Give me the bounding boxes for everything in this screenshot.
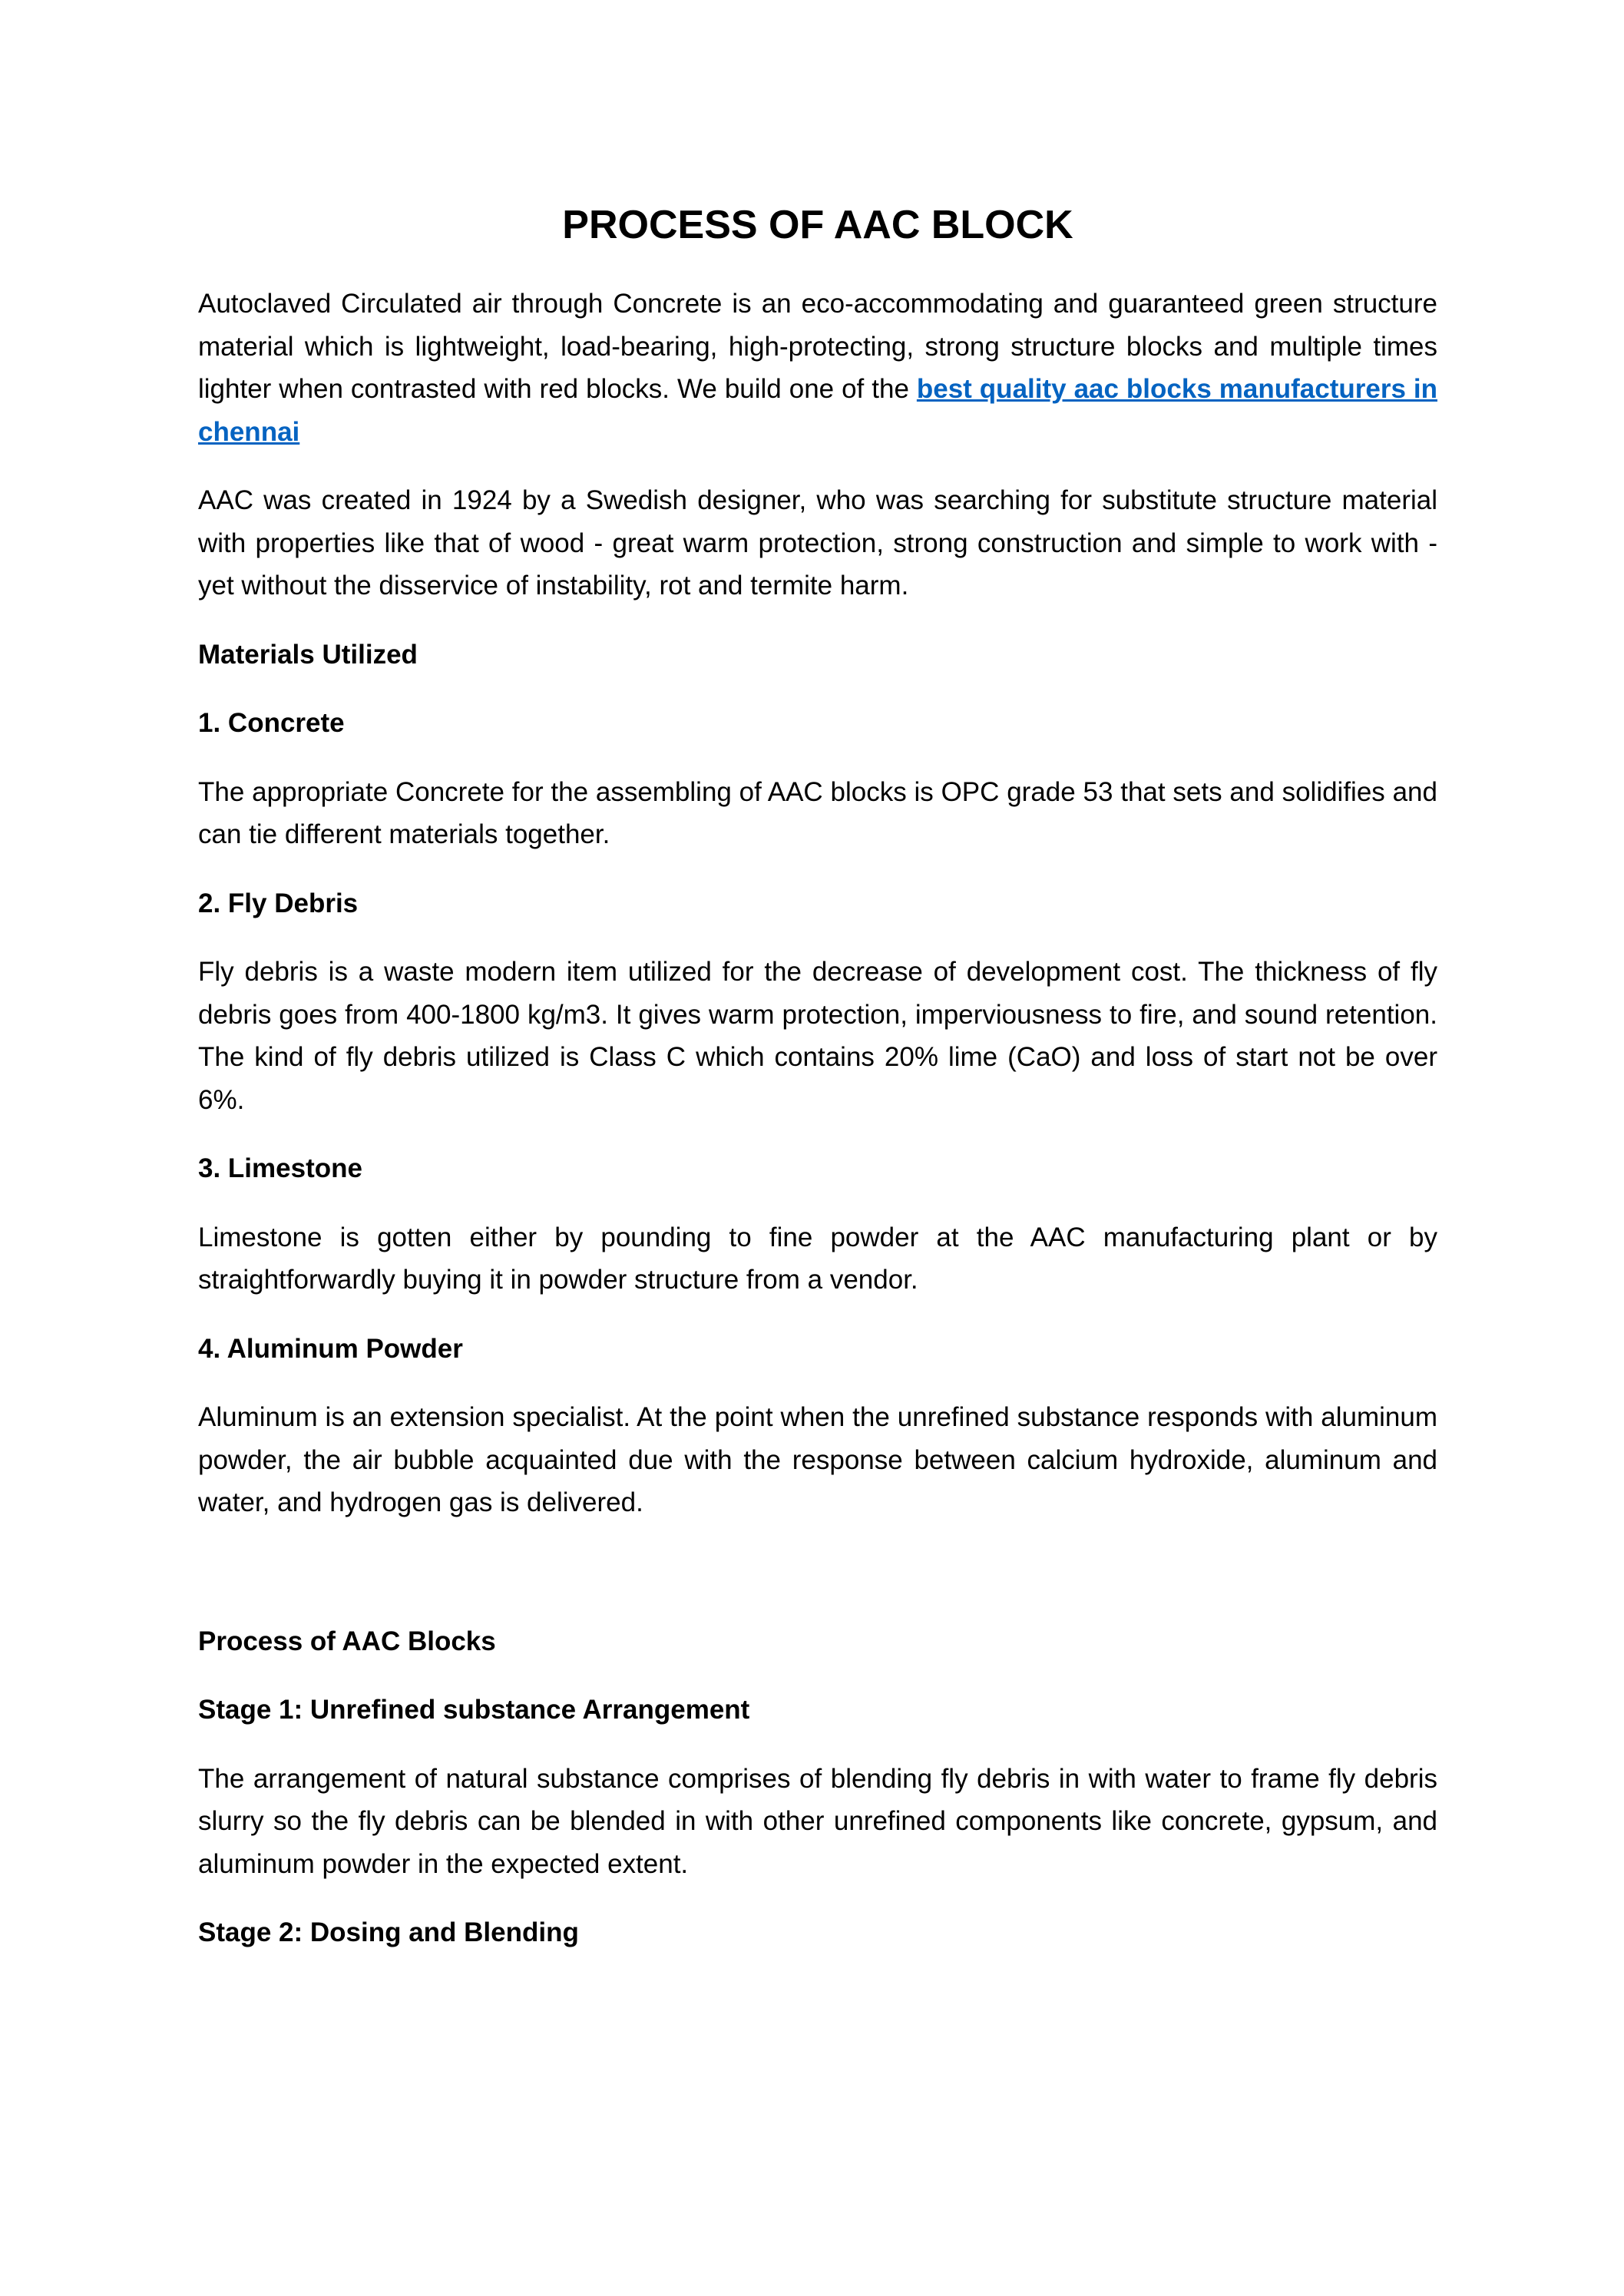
stage-heading-2: Stage 2: Dosing and Blending <box>198 1917 579 1948</box>
material-heading-aluminum-powder: 4. Aluminum Powder <box>198 1333 463 1364</box>
stage-heading-1: Stage 1: Unrefined substance Arrangement <box>198 1695 750 1725</box>
intro-paragraph <box>198 283 1437 453</box>
section-spacer <box>198 1550 1437 1620</box>
material-heading-concrete: 1. Concrete <box>198 708 345 739</box>
materials-heading: Materials Utilized <box>198 639 418 670</box>
material-heading-fly-debris: 2. Fly Debris <box>198 888 359 918</box>
stage-text-1: The arrangement of natural substance comprises of blending fly debris in with water to frame fly debris slurry so the fly debris can be blended in with other unrefined components like concrete, gypsum, and aluminum powder in the expected extent. <box>198 1763 1437 1879</box>
material-heading-limestone: 3. Limestone <box>198 1153 362 1184</box>
document-title: PROCESS OF AAC BLOCK <box>562 203 1073 247</box>
material-text-concrete: The appropriate Concrete for the assembling of AAC blocks is OPC grade 53 that sets and solidifies and can tie different materials together. <box>198 776 1437 850</box>
material-text-aluminum-powder: Aluminum is an extension specialist. At the point when the unrefined substance responds with aluminum powder, the air bubble acquainted due with the response between calcium hydroxide, aluminum and water, and hydrogen gas is delivered. <box>198 1402 1437 1518</box>
manufacturer-link[interactable]: best quality aac blocks manufacturers in chennai <box>198 374 1437 447</box>
material-text-fly-debris: Fly debris is a waste modern item utilized for the decrease of development cost. The thickness of fly debris goes from 400-1800 kg/m3. It gives warm protection, imperviousness to fire, and sound retention. The kind of fly debris utilized is Class C which contains 20% lime (CaO) and loss of start not be over 6%. <box>198 957 1437 1115</box>
intro-text: Autoclaved Circulated air through Concrete is an eco-accommodating and guaranteed green structure material which is lightweight, load-bearing, high-protecting, strong structure blocks and multiple times lighter when contrasted with red blocks. We build one of the <box>198 289 1437 405</box>
document-page <box>198 201 1437 1980</box>
history-paragraph: AAC was created in 1924 by a Swedish designer, who was searching for substitute structure material with properties like that of wood - great warm protection, strong construction and simple to work with - yet without the disservice of instability, rot and termite harm. <box>198 485 1437 601</box>
process-heading: Process of AAC Blocks <box>198 1626 496 1656</box>
material-text-limestone: Limestone is gotten either by pounding to fine powder at the AAC manufacturing plant or by straightforwardly buying it in powder structure from a vendor. <box>198 1222 1437 1295</box>
